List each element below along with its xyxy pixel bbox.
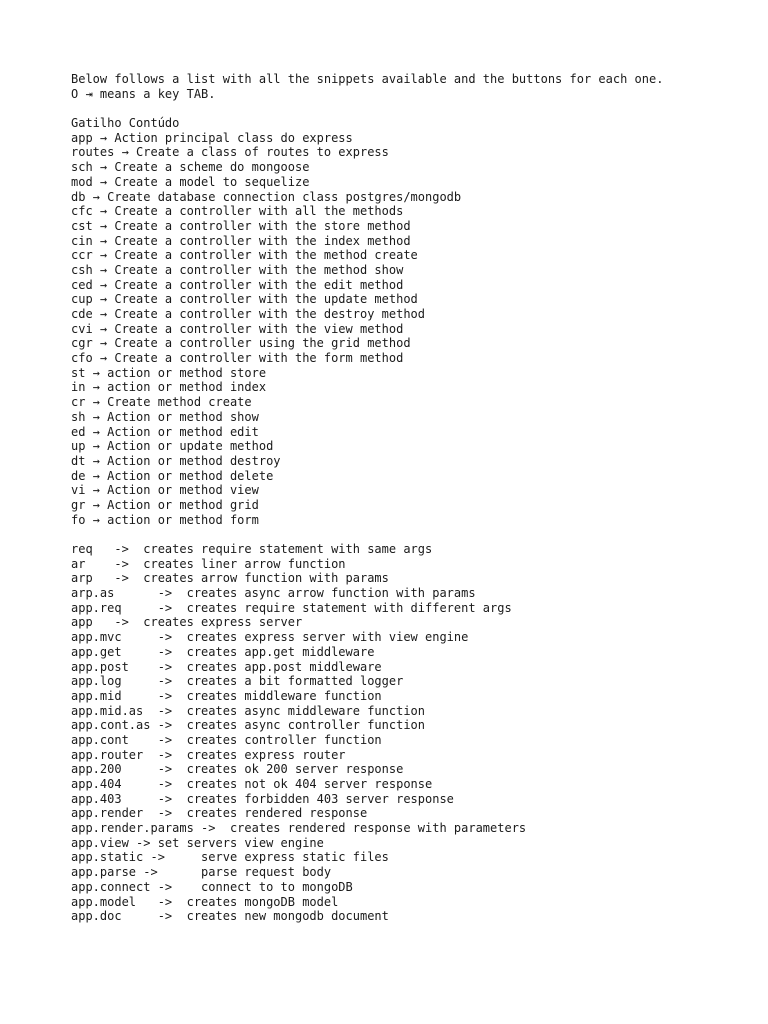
trigger-item: ccr → Create a controller with the method create: [71, 248, 418, 263]
snippet-item: app.404 -> creates not ok 404 server response: [71, 777, 433, 791]
trigger-item: cup → Create a controller with the update method: [71, 292, 418, 307]
snippet-item: arp.as -> creates async arrow function with params: [71, 586, 476, 601]
snippet-item: app -> creates express server: [71, 615, 303, 630]
trigger-item: mod → Create a model to sequelize: [71, 174, 310, 189]
trigger-item: cfo → Create a controller with the form method: [71, 351, 404, 366]
trigger-item: csh → Create a controller with the method show: [71, 262, 404, 277]
snippet-item: app.req -> creates require statement with different args: [71, 600, 512, 615]
snippet-item: app.mvc -> creates express server with view engine: [71, 630, 469, 645]
snippet-item: app.parse -> parse request body: [71, 865, 332, 880]
snippet-item: app.200 -> creates ok 200 server response: [71, 762, 404, 777]
trigger-item: st → action or method store: [71, 365, 267, 380]
intro-line: O ⇥ means a key TAB.: [71, 86, 216, 101]
snippet-item: app.mid -> creates middleware function: [71, 688, 382, 703]
trigger-item: db → Create database connection class postgres/mongodb: [71, 189, 462, 204]
trigger-item: routes → Create a class of routes to express: [71, 145, 389, 160]
trigger-item: cde → Create a controller with the destroy method: [71, 307, 426, 321]
trigger-item: sh → Action or method show: [71, 409, 259, 424]
snippet-item: arp -> creates arrow function with params: [71, 571, 389, 586]
trigger-list: [71, 131, 761, 528]
intro-line: Below follows a list with all the snippets available and the buttons for each one.: [71, 72, 664, 86]
trigger-item: cin → Create a controller with the index method: [71, 233, 411, 248]
snippet-item: ar -> creates liner arrow function: [71, 556, 346, 571]
trigger-item: gr → Action or method grid: [71, 497, 259, 512]
document-body: [71, 72, 761, 924]
snippet-item: app.403 -> creates forbidden 403 server response: [71, 791, 454, 806]
snippet-item: app.render.params -> creates rendered response with parameters: [71, 821, 527, 836]
blank-line: [71, 527, 761, 542]
snippet-item: app.post -> creates app.post middleware: [71, 659, 382, 674]
trigger-item: dt → Action or method destroy: [71, 453, 281, 468]
trigger-item: cgr → Create a controller using the grid method: [71, 336, 411, 351]
trigger-item: vi → Action or method view: [71, 483, 259, 498]
snippet-item: app.doc -> creates new mongodb document: [71, 909, 389, 924]
trigger-item: fo → action or method form: [71, 512, 259, 527]
snippet-item: app.render -> creates rendered response: [71, 806, 368, 821]
snippet-item: app.cont -> creates controller function: [71, 732, 382, 747]
snippet-item: app.mid.as -> creates async middleware function: [71, 703, 426, 718]
trigger-item: cr → Create method create: [71, 395, 252, 410]
blank-line: [71, 101, 761, 116]
snippet-list: [71, 542, 761, 924]
snippet-item: app.static -> serve express static files: [71, 850, 389, 865]
snippet-item: app.connect -> connect to to mongoDB: [71, 879, 353, 894]
trigger-item: ed → Action or method edit: [71, 424, 259, 439]
trigger-item: ced → Create a controller with the edit method: [71, 277, 404, 292]
trigger-item: cfc → Create a controller with all the methods: [71, 204, 404, 219]
snippet-item: app.view -> set servers view engine: [71, 835, 324, 850]
trigger-item: up → Action or update method: [71, 439, 274, 454]
trigger-item: cst → Create a controller with the store method: [71, 218, 411, 233]
snippet-item: app.router -> creates express router: [71, 747, 346, 762]
snippet-item: app.log -> creates a bit formatted logger: [71, 674, 404, 689]
trigger-item: app → Action principal class do express: [71, 130, 353, 145]
snippet-item: app.get -> creates app.get middleware: [71, 644, 375, 659]
table-header: Gatilho Contúdo: [71, 116, 180, 131]
snippet-item: app.model -> creates mongoDB model: [71, 894, 339, 909]
trigger-item: in → action or method index: [71, 380, 267, 395]
trigger-item: cvi → Create a controller with the view method: [71, 321, 404, 336]
trigger-item: de → Action or method delete: [71, 468, 274, 483]
trigger-item: sch → Create a scheme do mongoose: [71, 160, 310, 175]
snippet-item: app.cont.as -> creates async controller function: [71, 718, 426, 733]
snippet-item: req -> creates require statement with same args: [71, 542, 433, 556]
